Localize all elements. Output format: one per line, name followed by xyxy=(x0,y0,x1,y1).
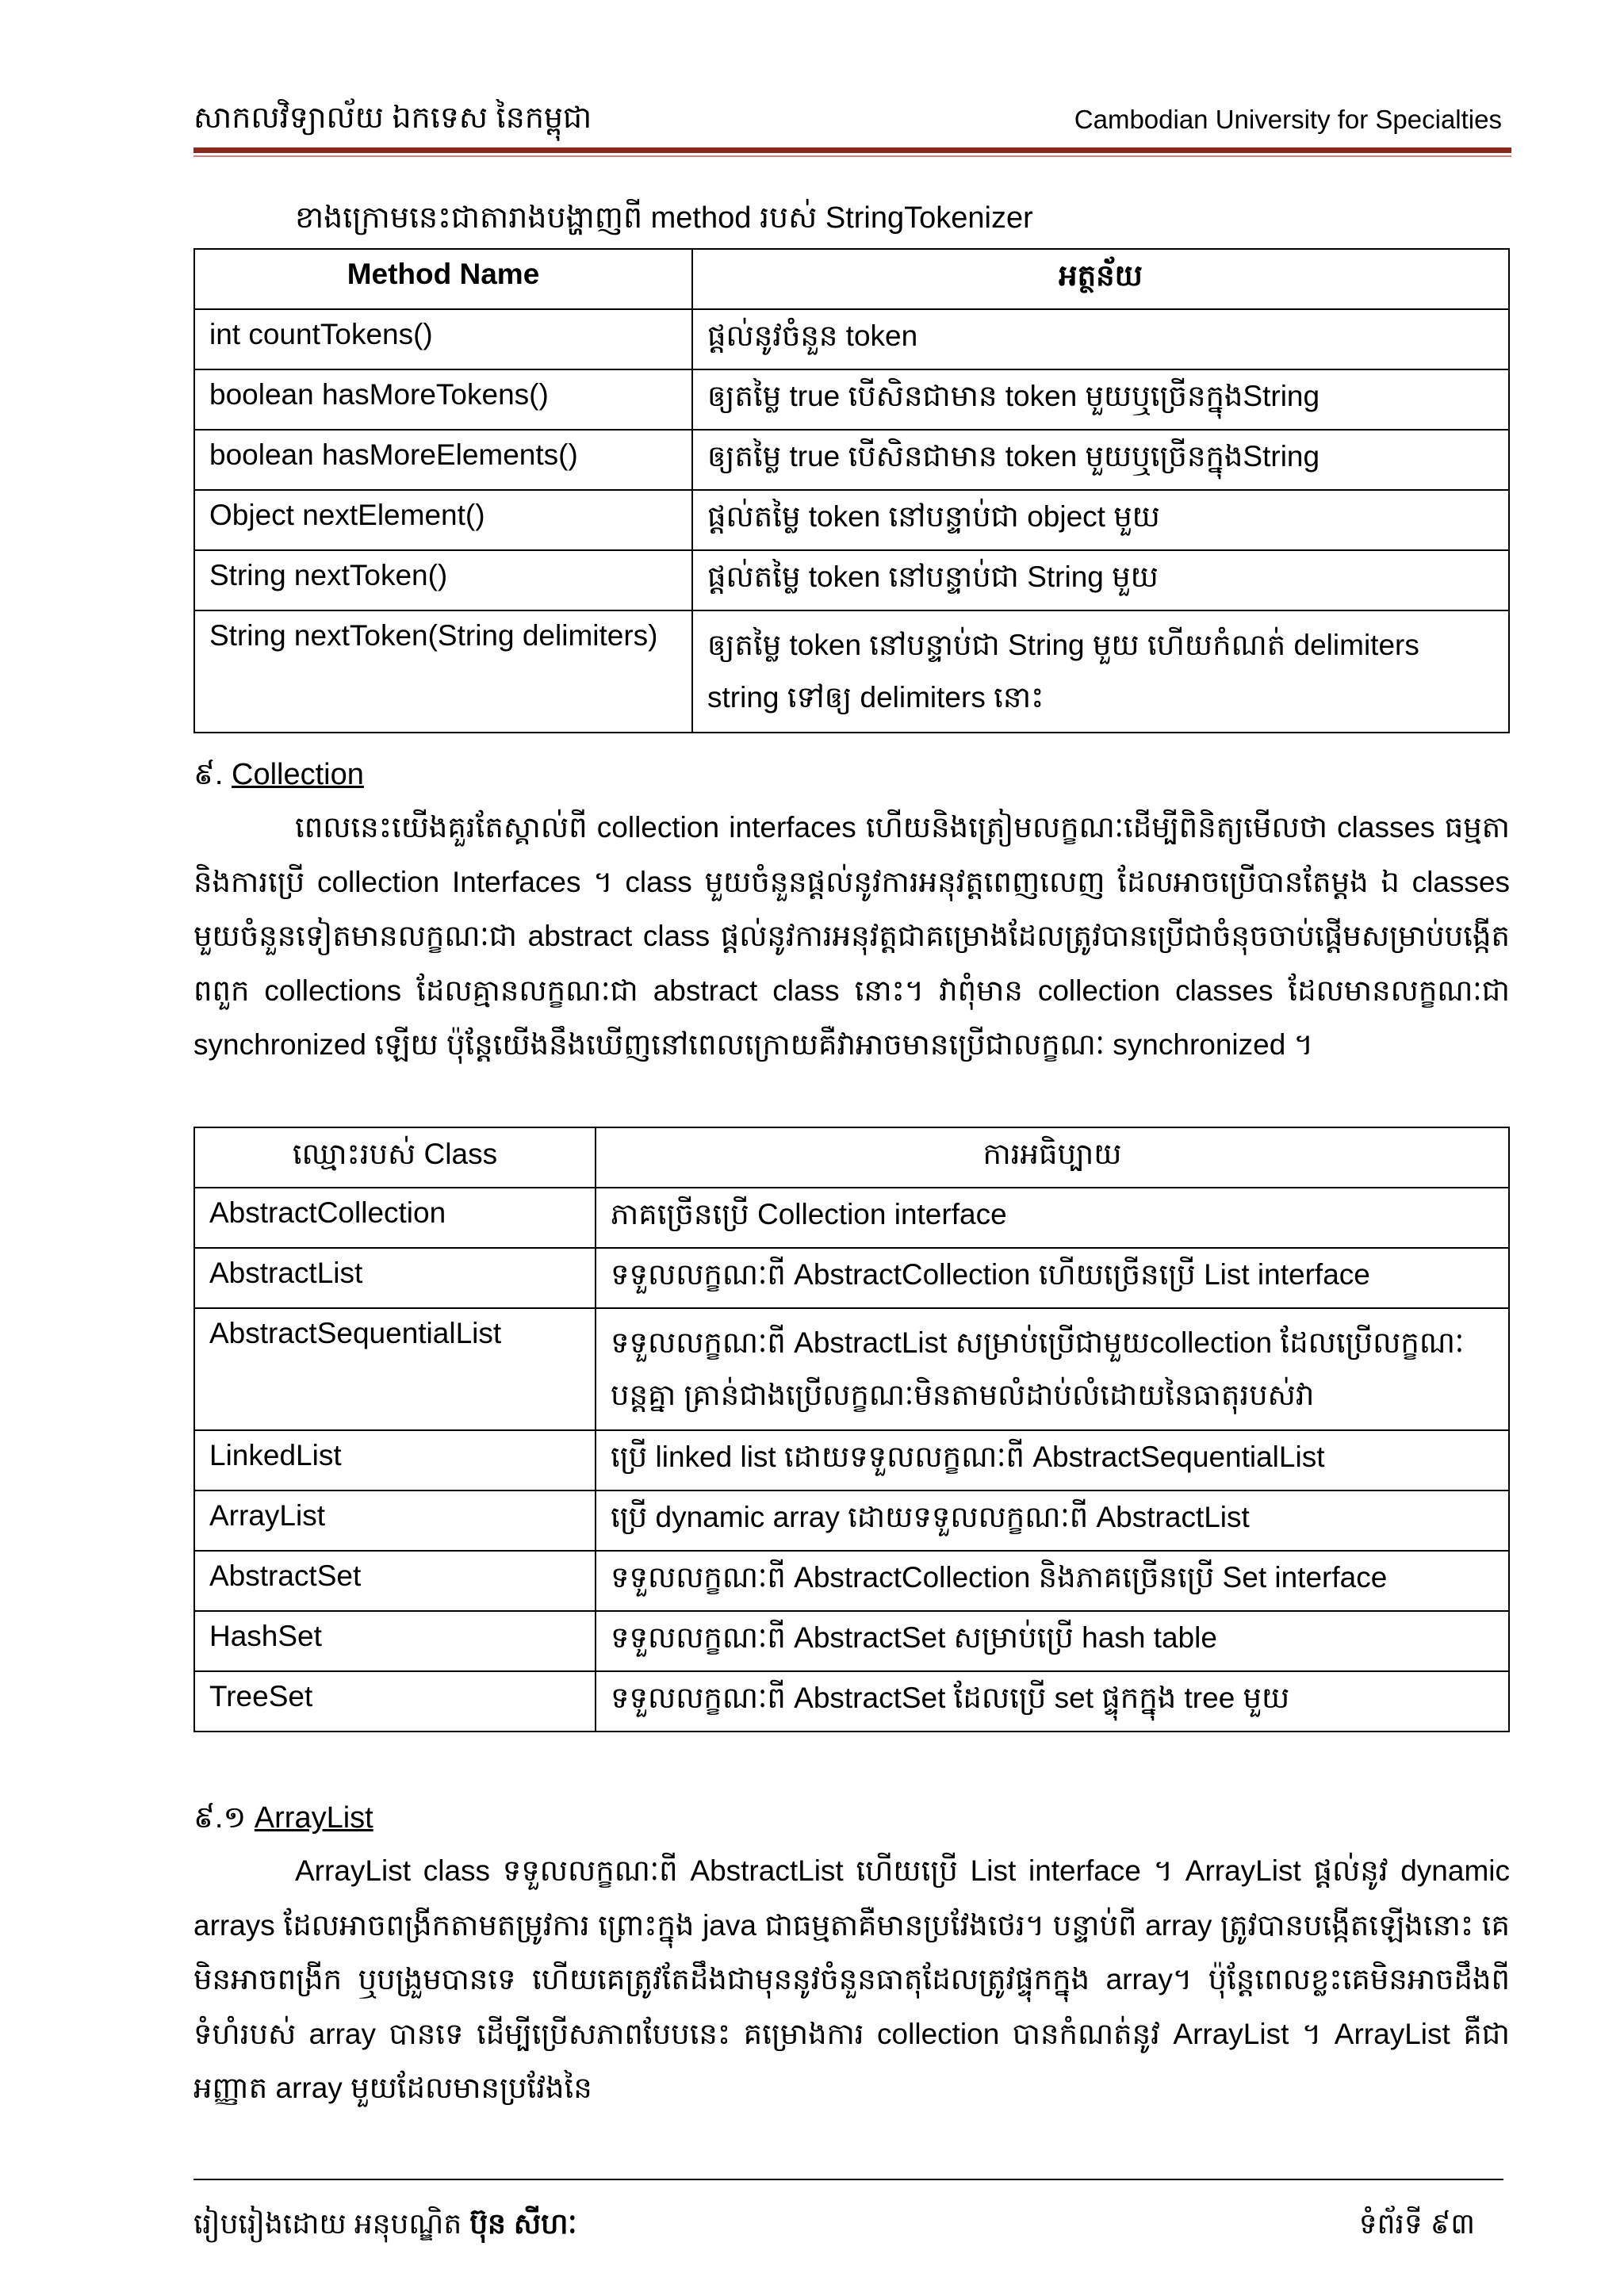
method-name-cell: boolean hasMoreTokens() xyxy=(194,369,692,430)
paragraph-text: ពេលនេះយើងគួរតែស្គាល់ពី collection interfaces ហើយនិងត្រៀមលក្ខណៈដើម្បីពិនិត្យមើលថា classes ធម្មតានិងការប្រើ collection Interfaces ។ class មួយចំនួនផ្តល់នូវការអនុវត្តពេញលេញ ដែលអាចប្រើបានតែម្តង ឯ classes មួយចំនួនទៀតមានលក្ខណៈជា abstract class ផ្តល់នូវការអនុវត្តជាគម្រោងដែលត្រូវបានប្រើជាចំនុចចាប់ផ្តើមសម្រាប់បង្កើតពពួក collections ដែលគ្មានលក្ខណៈជា abstract class នោះ។ វាពុំមាន collection classes ដែលមានលក្ខណៈជា synchronized ឡើយ ប៉ុន្តែយើងនឹងឃើញនៅពេលក្រោយគឺវាអាចមានប្រើជាលក្ខណៈ synchronized ។ xyxy=(193,811,1510,1061)
description-cell: ទទួលលក្ខណៈពី AbstractSet ដែលប្រើ set ផ្ទុកក្នុង tree មួយ xyxy=(596,1671,1509,1732)
table-row xyxy=(194,369,1509,430)
table-row xyxy=(194,309,1509,369)
description-cell: ភាគច្រើនប្រើ Collection interface xyxy=(596,1188,1509,1248)
table-row xyxy=(194,1490,1509,1551)
method-name-cell: boolean hasMoreElements() xyxy=(194,430,692,490)
table-row xyxy=(194,1308,1509,1430)
section-title: Collection xyxy=(232,758,364,791)
description-cell: ទទួលលក្ខណៈពី AbstractCollection ហើយច្រើនប្រើ List interface xyxy=(596,1248,1509,1308)
meaning-cell: ឲ្យតម្លៃ token នៅបន្ទាប់ជា String មួយ ហើយកំណត់ delimiters string ទៅឲ្យ delimiters នោះ xyxy=(692,610,1509,733)
description-cell: ទទួលលក្ខណៈពី AbstractCollection និងភាគច្រើនប្រើ Set interface xyxy=(596,1551,1509,1611)
column-header: អត្ថន័យ xyxy=(692,249,1509,309)
table-header-row xyxy=(194,1127,1509,1188)
table-row xyxy=(194,1611,1509,1671)
table-row xyxy=(194,430,1509,490)
table-row xyxy=(194,1430,1509,1490)
description-cell: ទទួលលក្ខណៈពី AbstractList សម្រាប់ប្រើជាមួយcollection ដែលប្រើលក្ខណៈបន្តគ្នា គ្រាន់ជាងប្រើលក្ខណៈមិនតាមលំដាប់លំដោយនៃធាតុរបស់វា xyxy=(596,1308,1509,1430)
method-name-cell: String nextToken() xyxy=(194,550,692,610)
table-row xyxy=(194,1248,1509,1308)
description-cell: ប្រើ dynamic array ដោយទទួលលក្ខណៈពី AbstractList xyxy=(596,1490,1509,1551)
meaning-cell: ផ្តល់តម្លៃ token នៅបន្ទាប់ជា object មួយ xyxy=(692,490,1509,550)
paragraph-text: ArrayList class ទទួលលក្ខណៈពី AbstractList ហើយប្រើ List interface ។ ArrayList ផ្តល់នូវ dynamic arrays ដែលអាចពង្រីកតាមតម្រូវការ ព្រោះក្នុង java ជាធម្មតាគឺមានប្រវែងថេរ។ បន្ទាប់ពី array ត្រូវបានបង្កើតឡើងនោះ គេមិនអាចពង្រីក ឬបង្រួមបានទេ ហើយគេត្រូវតែដឹងជាមុននូវចំនួនធាតុដែលត្រូវផ្ទុកក្នុង array។ ប៉ុន្តែពេលខ្លះគេមិនអាចដឹងពីទំហំរបស់ array បានទេ ដើម្បីប្រើសភាពបែបនេះ គម្រោងការ collection បានកំណត់នូវ ArrayList ។ ArrayList គឺជាអញ្ញាត array មួយដែលមានប្រវែងនៃ xyxy=(193,1854,1510,2104)
class-name-cell: AbstractCollection xyxy=(194,1188,596,1248)
description-cell: ទទួលលក្ខណៈពី AbstractSet សម្រាប់ប្រើ hash table xyxy=(596,1611,1509,1671)
section-9-1-paragraph xyxy=(193,1844,1510,2116)
class-name-cell: LinkedList xyxy=(194,1430,596,1490)
class-name-cell: AbstractList xyxy=(194,1248,596,1308)
collection-classes-table xyxy=(193,1127,1510,1732)
class-name-cell: AbstractSet xyxy=(194,1551,596,1611)
method-name-cell: int countTokens() xyxy=(194,309,692,369)
header-university-khmer: សាកលវិទ្យាល័យ ឯកទេស នៃកម្ពុជា xyxy=(193,101,592,135)
description-cell: ប្រើ linked list ដោយទទួលលក្ខណៈពី AbstractSequentialList xyxy=(596,1430,1509,1490)
section-number: ៩.១ xyxy=(193,1801,247,1835)
table-row xyxy=(194,1671,1509,1732)
table-row xyxy=(194,550,1509,610)
class-name-cell: TreeSet xyxy=(194,1671,596,1732)
author-prefix: រៀបរៀងដោយ អនុបណ្ឌិត xyxy=(193,2207,462,2240)
table-row xyxy=(194,610,1509,733)
header-rule xyxy=(193,147,1511,153)
column-header: ការអធិប្បាយ xyxy=(596,1127,1509,1188)
stringtokenizer-methods-table xyxy=(193,248,1510,733)
table-row xyxy=(194,1551,1509,1611)
class-name-cell: HashSet xyxy=(194,1611,596,1671)
table-row xyxy=(194,1188,1509,1248)
section-9-paragraph xyxy=(193,801,1510,1073)
section-9-heading xyxy=(193,755,364,799)
section-9-1-heading xyxy=(193,1798,373,1843)
meaning-cell: ឲ្យតម្លៃ true បើសិនជាមាន token មួយឬច្រើនក្នុងString xyxy=(692,430,1509,490)
section-number: ៩. xyxy=(193,758,224,791)
footer-author xyxy=(193,2206,576,2248)
table-row xyxy=(194,490,1509,550)
footer-rule xyxy=(193,2179,1503,2180)
page-number: ទំព័រទី ៩៣ xyxy=(1358,2207,1475,2240)
meaning-cell: ផ្តល់តម្លៃ token នៅបន្ទាប់ជា String មួយ xyxy=(692,550,1509,610)
meaning-cell: ឲ្យតម្លៃ true បើសិនជាមាន token មួយឬច្រើនក្នុងString xyxy=(692,369,1509,430)
section-title: ArrayList xyxy=(254,1801,373,1835)
column-header: Method Name xyxy=(194,249,692,309)
author-name: ប៊ុន សីហៈ xyxy=(469,2207,577,2240)
meaning-cell: ផ្តល់នូវចំនួន token xyxy=(692,309,1509,369)
table-header-row xyxy=(194,249,1509,309)
table1-intro: ខាងក្រោមនេះជាតារាងបង្ហាញពី method របស់ StringTokenizer xyxy=(295,201,1033,235)
header-rule-thin xyxy=(193,155,1511,157)
method-name-cell: Object nextElement() xyxy=(194,490,692,550)
class-name-cell: ArrayList xyxy=(194,1490,596,1551)
method-name-cell: String nextToken(String delimiters) xyxy=(194,610,692,733)
header-university-english: Cambodian University for Specialties xyxy=(1074,105,1502,134)
class-name-cell: AbstractSequentialList xyxy=(194,1308,596,1430)
column-header: ឈ្មោះរបស់ Class xyxy=(194,1127,596,1188)
